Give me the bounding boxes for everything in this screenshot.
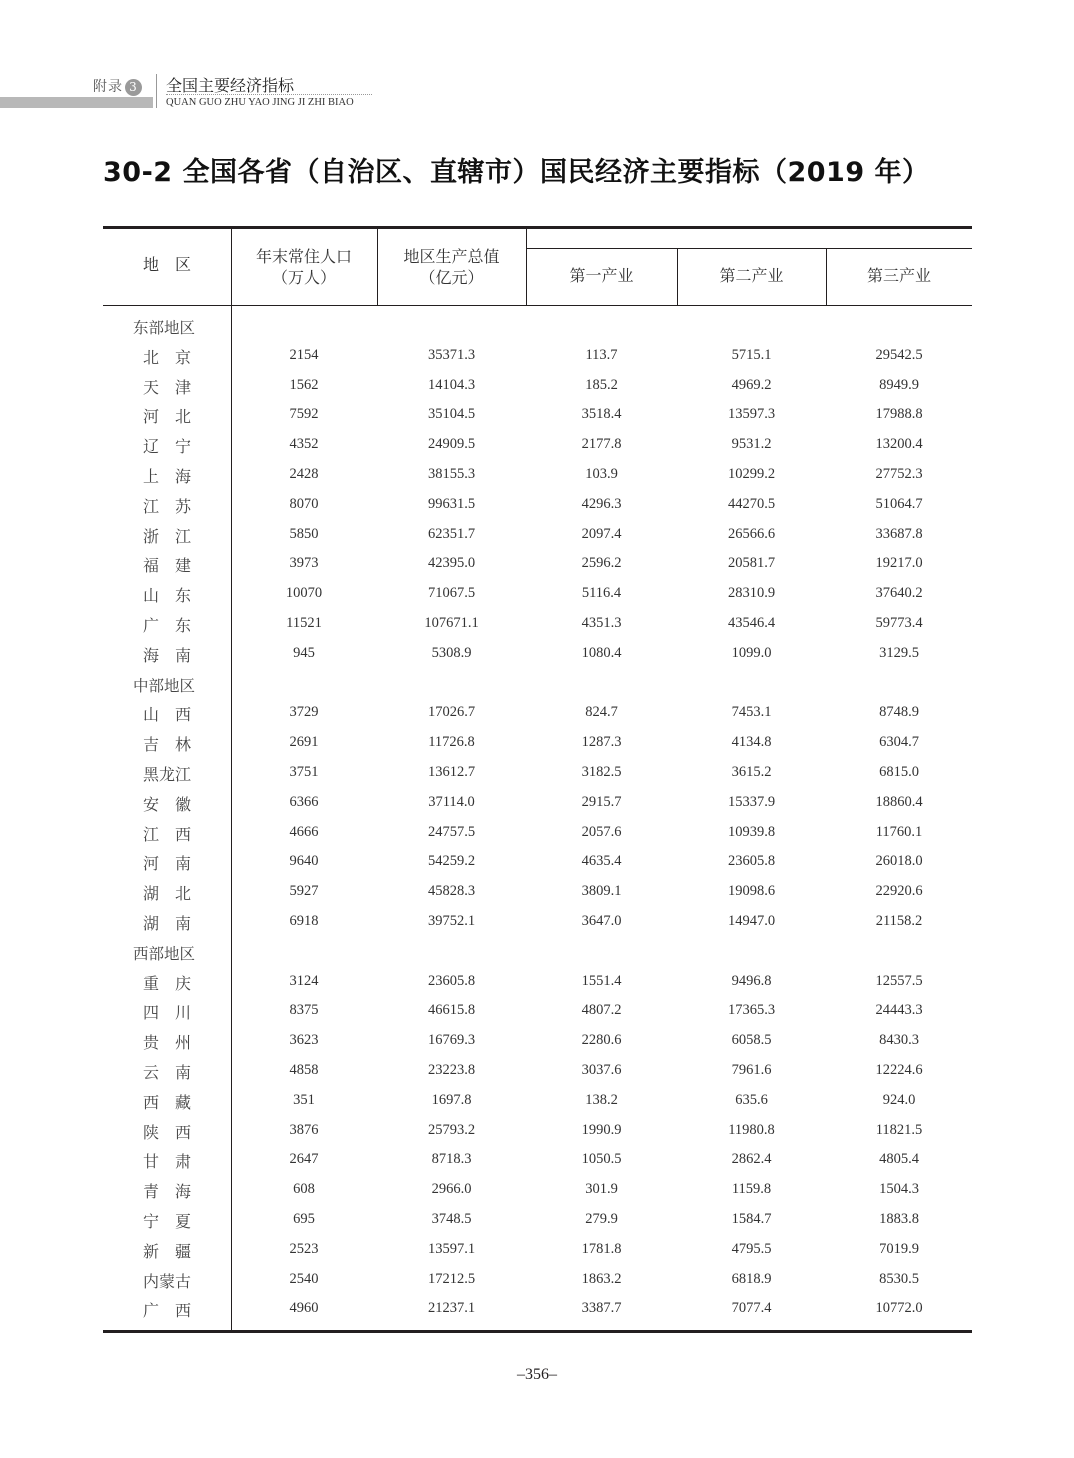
cell-population: 3124: [289, 972, 319, 989]
cell-primary: 185.2: [585, 376, 618, 393]
cell-secondary: 23605.8: [727, 853, 776, 870]
cell-secondary: 9531.2: [731, 436, 772, 453]
cell-secondary: 1584.7: [731, 1210, 772, 1227]
cell-tertiary: 21158.2: [875, 912, 923, 929]
cell-tertiary: 1883.8: [879, 1210, 919, 1227]
table-row: [103, 1086, 972, 1116]
cell-tertiary: 924.0: [882, 1091, 916, 1108]
cell-secondary: 1159.8: [731, 1181, 772, 1198]
cell-population: 2523: [289, 1240, 319, 1257]
cell-population: 3623: [289, 1032, 319, 1049]
cell-tertiary: 12224.6: [875, 1061, 923, 1078]
cell-tertiary: 24443.3: [875, 1002, 923, 1019]
cell-primary: 5116.4: [581, 585, 622, 602]
table-row: [103, 371, 972, 401]
cell-secondary: 10299.2: [727, 465, 776, 482]
region-name: 西 藏: [142, 1092, 191, 1112]
table-row: [103, 1175, 972, 1205]
cell-population: 6366: [289, 793, 319, 810]
table-row: [103, 430, 972, 460]
cell-secondary: 635.6: [735, 1091, 768, 1108]
cell-tertiary: 19217.0: [875, 555, 923, 572]
header-divider: [156, 74, 157, 108]
cell-population: 351: [293, 1091, 315, 1108]
table-row: [103, 967, 972, 997]
cell-population: 3729: [289, 704, 319, 721]
cell-secondary: 4969.2: [731, 376, 772, 393]
cell-primary: 1287.3: [581, 734, 622, 751]
table-row: [103, 788, 972, 818]
cell-primary: 1551.4: [581, 972, 622, 989]
cell-secondary: 9496.8: [731, 972, 772, 989]
table-row: [103, 400, 972, 430]
col-header-gdp: [377, 246, 526, 288]
cell-tertiary: 8748.9: [879, 704, 919, 721]
cell-secondary: 26566.6: [727, 525, 776, 542]
group-label: 东部地区: [133, 319, 196, 337]
cell-primary: 4807.2: [581, 1002, 622, 1019]
table-row: [103, 1265, 972, 1295]
cell-secondary: 28310.9: [727, 585, 776, 602]
cell-primary: 3037.6: [581, 1061, 622, 1078]
cell-primary: 824.7: [585, 704, 618, 721]
cell-tertiary: 27752.3: [875, 465, 923, 482]
cell-gdp: 35104.5: [427, 406, 476, 423]
cell-gdp: 99631.5: [427, 495, 476, 512]
table-row: [103, 579, 972, 609]
cell-primary: 2057.6: [581, 823, 622, 840]
cell-tertiary: 37640.2: [875, 585, 923, 602]
cell-gdp: 45828.3: [427, 883, 476, 900]
cell-gdp: 17212.5: [427, 1270, 476, 1287]
cell-tertiary: 12557.5: [875, 972, 923, 989]
region-name: 浙 江: [142, 526, 191, 546]
cell-primary: 301.9: [585, 1181, 618, 1198]
cell-population: 1562: [289, 376, 319, 393]
cell-population: 695: [293, 1210, 315, 1227]
cell-primary: 2915.7: [581, 793, 622, 810]
region-name: 北 京: [142, 347, 191, 367]
col-header-population: [231, 246, 377, 288]
table-row: [103, 698, 972, 728]
table-row: [103, 1026, 972, 1056]
cell-primary: 3518.4: [581, 406, 622, 423]
cell-tertiary: 6815.0: [879, 763, 919, 780]
cell-population: 3751: [289, 763, 319, 780]
cell-primary: 1050.5: [581, 1151, 622, 1168]
cell-gdp: 3748.5: [431, 1210, 472, 1227]
cell-secondary: 10939.8: [727, 823, 776, 840]
cell-tertiary: 8530.5: [879, 1270, 919, 1287]
cell-tertiary: 10772.0: [875, 1300, 923, 1317]
col-header-gdp-label: 地区生产总值: [403, 247, 500, 266]
region-name: 云 南: [142, 1062, 191, 1082]
cell-population: 4960: [289, 1300, 319, 1317]
region-name: 贵 州: [142, 1033, 191, 1053]
region-name: 辽 宁: [142, 437, 191, 457]
table-row: [103, 996, 972, 1026]
table-row: [103, 907, 972, 937]
cell-tertiary: 29542.5: [875, 346, 923, 363]
cell-population: 4666: [289, 823, 319, 840]
cell-gdp: 24909.5: [427, 436, 476, 453]
table-row: [103, 818, 972, 848]
cell-tertiary: 17988.8: [875, 406, 923, 423]
table-row: [103, 1116, 972, 1146]
cell-primary: 3647.0: [581, 912, 622, 929]
header-decor-bar: [0, 97, 153, 108]
cell-secondary: 6818.9: [731, 1270, 772, 1287]
region-name: 重 庆: [142, 973, 191, 993]
cell-gdp: 5308.9: [431, 644, 472, 661]
cell-secondary: 2862.4: [731, 1151, 772, 1168]
header-bottom-rule: [103, 305, 972, 306]
group-row: [103, 937, 972, 967]
cell-primary: 3182.5: [581, 763, 622, 780]
cell-population: 4858: [289, 1061, 319, 1078]
cell-tertiary: 11760.1: [875, 823, 923, 840]
cell-secondary: 7453.1: [731, 704, 772, 721]
region-name: 广 西: [142, 1301, 191, 1321]
cell-gdp: 42395.0: [427, 555, 476, 572]
cell-population: 5850: [289, 525, 319, 542]
cell-primary: 3809.1: [581, 883, 622, 900]
group-row: [103, 669, 972, 699]
running-header-title: 全国主要经济指标: [166, 76, 295, 95]
table-row: [103, 520, 972, 550]
cell-primary: 279.9: [585, 1210, 618, 1227]
table-bottom-rule: [103, 1330, 972, 1333]
cell-secondary: 20581.7: [727, 555, 776, 572]
subheader-rule: [526, 248, 972, 249]
region-name: 湖 南: [142, 913, 191, 933]
cell-tertiary: 3129.5: [879, 644, 919, 661]
cell-gdp: 24757.5: [427, 823, 476, 840]
cell-gdp: 21237.1: [427, 1300, 476, 1317]
region-name: 海 南: [142, 645, 191, 665]
cell-secondary: 15337.9: [727, 793, 776, 810]
col-header-primary: 第一产业: [569, 266, 634, 285]
region-name: 四 川: [142, 1003, 191, 1023]
cell-secondary: 3615.2: [731, 763, 772, 780]
cell-primary: 4296.3: [581, 495, 622, 512]
region-name: 山 东: [142, 586, 191, 606]
cell-population: 10070: [285, 585, 323, 602]
cell-secondary: 4795.5: [731, 1240, 772, 1257]
cell-gdp: 62351.7: [427, 525, 476, 542]
cell-population: 3876: [289, 1121, 319, 1138]
cell-tertiary: 33687.8: [875, 525, 923, 542]
cell-gdp: 17026.7: [427, 704, 476, 721]
cell-tertiary: 4805.4: [879, 1151, 919, 1168]
table-top-rule: [103, 226, 972, 229]
cell-secondary: 6058.5: [731, 1032, 772, 1049]
page-number: –356–: [517, 1366, 557, 1383]
region-name: 内蒙古: [142, 1271, 191, 1291]
col-header-region: 地 区: [142, 255, 191, 274]
cell-primary: 2097.4: [581, 525, 622, 542]
cell-tertiary: 8430.3: [879, 1032, 919, 1049]
cell-gdp: 37114.0: [428, 793, 475, 810]
cell-population: 2428: [289, 465, 319, 482]
cell-primary: 4635.4: [581, 853, 622, 870]
cell-gdp: 2966.0: [431, 1181, 472, 1198]
cell-secondary: 43546.4: [727, 614, 776, 631]
region-name: 江 西: [142, 824, 191, 844]
region-name: 安 徽: [142, 794, 191, 814]
table-row: [103, 847, 972, 877]
cell-gdp: 13612.7: [427, 763, 476, 780]
region-name: 青 海: [142, 1182, 191, 1202]
cell-primary: 2177.8: [581, 436, 622, 453]
cell-gdp: 23223.8: [427, 1061, 476, 1078]
region-name: 天 津: [142, 377, 191, 397]
header-dotted-rule: [166, 94, 372, 95]
cell-gdp: 23605.8: [427, 972, 476, 989]
cell-population: 8375: [289, 1002, 319, 1019]
cell-secondary: 1099.0: [731, 644, 772, 661]
cell-tertiary: 6304.7: [879, 734, 919, 751]
cell-secondary: 5715.1: [731, 346, 772, 363]
table-row: [103, 1235, 972, 1265]
cell-primary: 4351.3: [581, 614, 622, 631]
region-name: 广 东: [142, 615, 191, 635]
table-body: [103, 311, 972, 1324]
table-row: [103, 728, 972, 758]
group-label: 西部地区: [133, 944, 196, 963]
page-title: 30-2 全国各省（自治区、直辖市）国民经济主要指标（2019 年）: [103, 157, 930, 188]
table-row: [103, 877, 972, 907]
cell-primary: 2596.2: [581, 555, 622, 572]
cell-gdp: 107671.1: [424, 614, 479, 631]
cell-population: 2647: [289, 1151, 319, 1168]
cell-population: 608: [293, 1181, 315, 1198]
cell-gdp: 1697.8: [431, 1091, 472, 1108]
cell-gdp: 35371.3: [427, 346, 476, 363]
cell-tertiary: 18860.4: [875, 793, 923, 810]
cell-tertiary: 22920.6: [875, 883, 923, 900]
col-header-tertiary: 第三产业: [866, 266, 931, 285]
appendix-tag: [93, 76, 142, 96]
cell-population: 8070: [289, 495, 319, 512]
cell-gdp: 14104.3: [427, 376, 476, 393]
cell-primary: 2280.6: [581, 1032, 622, 1049]
table-row: [103, 549, 972, 579]
col-header-gdp-unit: （亿元）: [419, 268, 484, 287]
col-header-population-label: 年末常住人口: [255, 247, 352, 266]
cell-primary: 113.7: [585, 346, 618, 363]
cell-population: 2540: [289, 1270, 319, 1287]
cell-secondary: 13597.3: [727, 406, 776, 423]
region-name: 上 海: [142, 466, 191, 486]
cell-population: 7592: [289, 406, 319, 423]
table-row: [103, 490, 972, 520]
cell-gdp: 11726.8: [428, 734, 475, 751]
region-name: 河 北: [142, 407, 191, 427]
cell-gdp: 16769.3: [427, 1032, 476, 1049]
table-row: [103, 758, 972, 788]
cell-tertiary: 59773.4: [875, 614, 923, 631]
cell-gdp: 54259.2: [427, 853, 476, 870]
group-label: 中部地区: [133, 676, 196, 695]
cell-gdp: 8718.3: [431, 1151, 472, 1168]
cell-population: 6918: [289, 912, 319, 929]
cell-population: 945: [293, 644, 315, 661]
cell-primary: 3387.7: [581, 1300, 622, 1317]
cell-tertiary: 26018.0: [875, 853, 923, 870]
cell-tertiary: 51064.7: [875, 495, 923, 512]
region-name: 黑龙江: [142, 764, 191, 784]
cell-tertiary: 13200.4: [875, 436, 923, 453]
region-name: 陕 西: [142, 1122, 191, 1142]
cell-secondary: 19098.6: [727, 883, 776, 900]
table-row: [103, 1205, 972, 1235]
cell-gdp: 46615.8: [427, 1002, 476, 1019]
group-row: [103, 311, 972, 341]
cell-population: 11521: [286, 614, 322, 631]
cell-population: 5927: [289, 883, 319, 900]
region-name: 新 疆: [142, 1241, 191, 1261]
cell-tertiary: 8949.9: [879, 376, 919, 393]
cell-primary: 1863.2: [581, 1270, 622, 1287]
cell-primary: 1781.8: [581, 1240, 622, 1257]
cell-population: 4352: [289, 436, 319, 453]
region-name: 宁 夏: [142, 1211, 191, 1231]
cell-primary: 1080.4: [581, 644, 622, 661]
cell-tertiary: 7019.9: [879, 1240, 919, 1257]
appendix-label: 附录: [93, 79, 123, 95]
cell-gdp: 39752.1: [427, 912, 476, 929]
region-name: 甘 肃: [142, 1152, 191, 1172]
region-name: 福 建: [142, 556, 191, 576]
table-row: [103, 1294, 972, 1324]
table-row: [103, 609, 972, 639]
table-row: [103, 341, 972, 371]
cell-primary: 1990.9: [581, 1121, 622, 1138]
col-header-population-unit: （万人）: [271, 268, 336, 287]
cell-secondary: 11980.8: [728, 1121, 775, 1138]
region-name: 江 苏: [142, 496, 191, 516]
cell-secondary: 7077.4: [731, 1300, 772, 1317]
cell-population: 9640: [289, 853, 319, 870]
cell-primary: 103.9: [585, 465, 618, 482]
table-row: [103, 1145, 972, 1175]
cell-secondary: 14947.0: [727, 912, 776, 929]
cell-gdp: 38155.3: [427, 465, 476, 482]
cell-gdp: 71067.5: [427, 585, 476, 602]
cell-secondary: 17365.3: [727, 1002, 776, 1019]
cell-secondary: 7961.6: [731, 1061, 772, 1078]
region-name: 山 西: [142, 705, 191, 725]
cell-gdp: 13597.1: [427, 1240, 476, 1257]
table-row: [103, 1056, 972, 1086]
cell-population: 2691: [289, 734, 319, 751]
table-row: [103, 460, 972, 490]
cell-secondary: 44270.5: [727, 495, 776, 512]
cell-secondary: 4134.8: [731, 734, 772, 751]
region-name: 湖 北: [142, 884, 191, 904]
cell-tertiary: 1504.3: [879, 1181, 919, 1198]
cell-tertiary: 11821.5: [875, 1121, 923, 1138]
cell-population: 2154: [289, 346, 319, 363]
table-row: [103, 639, 972, 669]
cell-primary: 138.2: [585, 1091, 618, 1108]
col-header-secondary: 第二产业: [719, 266, 784, 285]
appendix-number: 3: [125, 79, 142, 96]
region-name: 河 南: [142, 854, 191, 874]
running-header-pinyin: QUAN GUO ZHU YAO JING JI ZHI BIAO: [166, 97, 354, 108]
cell-population: 3973: [289, 555, 319, 572]
cell-gdp: 25793.2: [427, 1121, 476, 1138]
region-name: 吉 林: [142, 735, 191, 755]
